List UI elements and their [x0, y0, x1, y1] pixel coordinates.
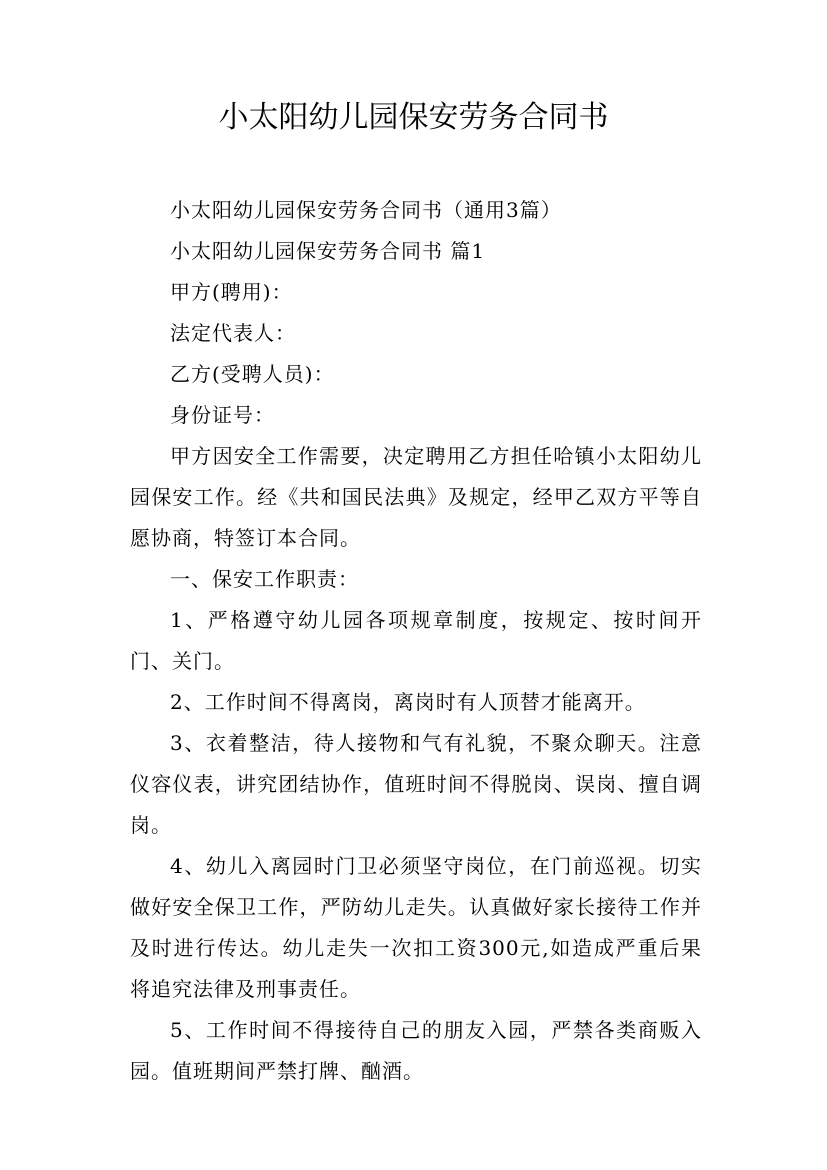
- paragraph-text: 小太阳幼儿园保安劳务合同书 篇1: [170, 239, 486, 263]
- paragraph-party-a: [130, 272, 702, 313]
- document-body: [130, 190, 702, 1092]
- paragraph-text: 身份证号：: [170, 403, 275, 427]
- paragraph-text: 2、工作时间不得离岗，离岗时有人顶替才能离开。: [170, 690, 646, 714]
- paragraph-text: 小太阳幼儿园保安劳务合同书（通用3篇）: [170, 198, 562, 222]
- paragraph-duty-4: [130, 846, 702, 1010]
- paragraph-duty-3: [130, 723, 702, 846]
- paragraph-text: 1、严格遵守幼儿园各项规章制度，按规定、按时间开门、关门。: [130, 608, 702, 673]
- paragraph-text: 5、工作时间不得接待自己的朋友入园，严禁各类商贩入园。值班期间严禁打牌、酗酒。: [130, 1018, 702, 1083]
- paragraph-text: 一、保安工作职责：: [170, 567, 359, 591]
- paragraph-text: 乙方(受聘人员)：: [170, 362, 335, 386]
- paragraph-duty-5: [130, 1010, 702, 1092]
- paragraph-duties-heading: [130, 559, 702, 600]
- paragraph-intro: [130, 436, 702, 559]
- paragraph-section-heading: [130, 231, 702, 272]
- paragraph-id-number: [130, 395, 702, 436]
- paragraph-text: 4、幼儿入离园时门卫必须坚守岗位，在门前巡视。切实做好安全保卫工作，严防幼儿走失。认真做好家长接待工作并及时进行传达。幼儿走失一次扣工资300元,如造成严重后果将追究法律及刑事责任。: [130, 854, 702, 1001]
- paragraph-text: 甲方因安全工作需要，决定聘用乙方担任哈镇小太阳幼儿园保安工作。经《共和国民法典》及规定，经甲乙双方平等自愿协商，特签订本合同。: [130, 444, 702, 550]
- paragraph-duty-1: [130, 600, 702, 682]
- paragraph-text: 3、衣着整洁，待人接物和气有礼貌，不聚众聊天。注意仪容仪表，讲究团结协作，值班时间不得脱岗、误岗、擅自调岗。: [130, 731, 702, 837]
- paragraph-text: 法定代表人：: [170, 321, 296, 345]
- paragraph-subtitle: [130, 190, 702, 231]
- paragraph-party-b: [130, 354, 702, 395]
- paragraph-text: 甲方(聘用)：: [170, 280, 293, 304]
- paragraph-legal-representative: [130, 313, 702, 354]
- paragraph-duty-2: [130, 682, 702, 723]
- document-title: 小太阳幼儿园保安劳务合同书: [218, 100, 609, 135]
